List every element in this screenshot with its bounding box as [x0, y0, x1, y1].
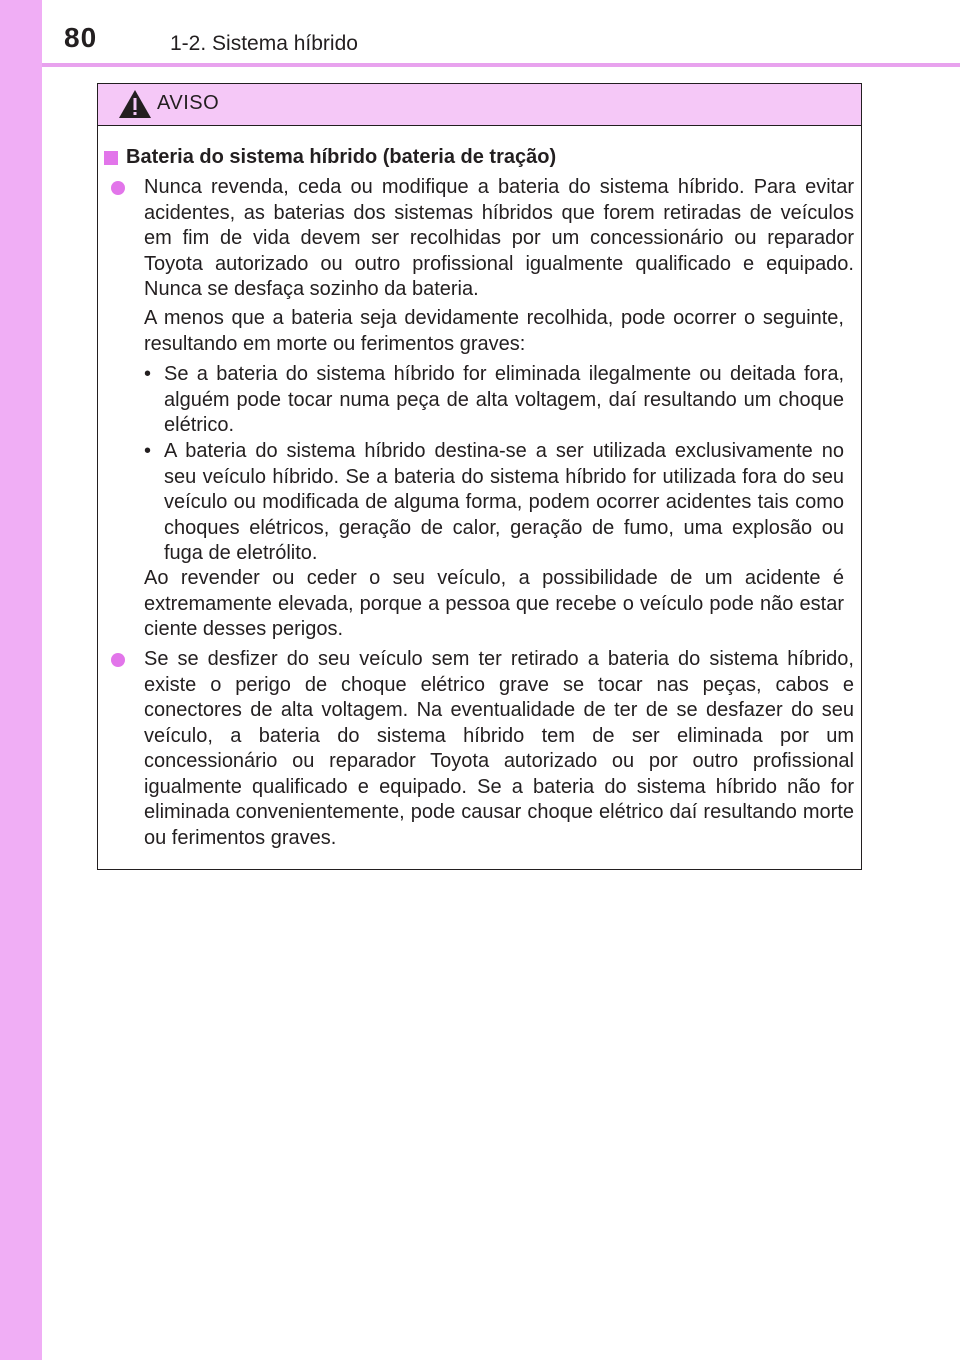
dash-bullet-icon: •: [144, 440, 152, 462]
bullet-text: Se se desfizer do seu veículo sem ter retirado a bateria do sistema híbrido, existe o perigo de choque elétrico grave se tocar nas peças, cabos e conectores de alta voltagem. Na eventualidade de ter de se desfazer do seu veículo, a bateria do sistema híbrido tem de ser eliminada por um concessionário ou reparador Toyota autorizado ou por outro profissional igualmente qualificado e equipado. Se a bateria do sistema híbrido não for eliminada convenientemente, pode causar choque elétrico daí resultando morte ou ferimentos graves.: [144, 648, 854, 849]
warning-triangle-icon: [118, 89, 152, 119]
page-header: [42, 0, 960, 64]
dash-item: [144, 439, 844, 567]
section-title: 1-2. Sistema híbrido: [170, 32, 358, 55]
bullet-item: [144, 647, 854, 851]
dash-item: [144, 362, 844, 439]
chapter-side-tab: [0, 0, 42, 1360]
warning-box: [97, 83, 862, 870]
warning-heading: [104, 146, 556, 169]
warning-header: [98, 84, 861, 126]
warning-heading-text: Bateria do sistema híbrido (bateria de tração): [126, 146, 557, 168]
bullet-item: [144, 175, 854, 303]
page-number: 80: [64, 22, 98, 53]
dash-text: A bateria do sistema híbrido destina-se a ser utilizada exclusivamente no seu veículo híbrido. Se a bateria do sistema híbrido for utilizada fora do seu veículo ou modificada de alguma forma, podem ocorrer acidentes tais como choques elétricos, geração de calor, geração de fumo, uma explosão ou fuga de eletrólito.: [164, 440, 844, 564]
dash-bullet-icon: •: [144, 363, 152, 385]
bullet-text: Nunca revenda, ceda ou modifique a bateria do sistema híbrido. Para evitar acidentes, as baterias dos sistemas híbridos que forem retiradas de veículos em fim de vida devem ser recolhidas por um concessionário ou reparador Toyota autorizado ou outro profissional igualmente qualificado e equipado. Nunca se desfaça sozinho da bateria.: [144, 176, 854, 300]
round-bullet-icon: [111, 653, 125, 667]
round-bullet-icon: [111, 181, 125, 195]
paragraph: A menos que a bateria seja devidamente recolhida, pode ocorrer o seguinte, resultando em morte ou ferimentos graves:: [144, 307, 844, 355]
warning-label: AVISO: [157, 92, 220, 114]
dash-text: Se a bateria do sistema híbrido for eliminada ilegalmente ou deitada fora, alguém pode tocar numa peça de alta voltagem, daí resultando um choque elétrico.: [164, 363, 844, 436]
header-rule: [42, 63, 960, 67]
paragraph: Ao revender ou ceder o seu veículo, a possibilidade de um acidente é extremamente elevada, porque a pessoa que recebe o veículo pode não estar ciente desses perigos.: [144, 567, 844, 640]
square-bullet-icon: [104, 151, 118, 165]
